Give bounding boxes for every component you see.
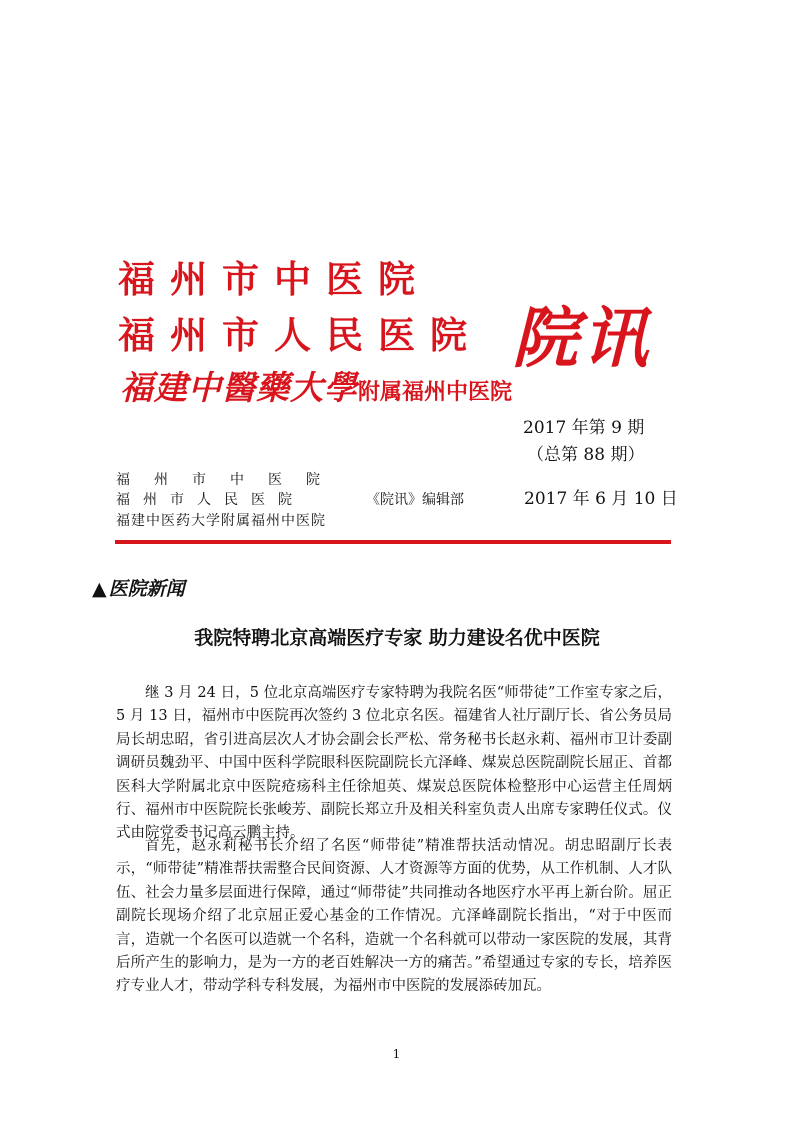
section-heading [92,576,185,602]
header-divider [115,540,671,544]
issue-date: 2017 年 6 月 10 日 [524,489,678,509]
masthead-university-calligraphy: 福建中醫藥大學 [120,368,358,407]
page-number: 1 [392,1047,401,1061]
masthead-hospital-3 [120,368,512,412]
unit-line-2: 福州市人民医院 [116,492,305,508]
issue-number: 2017 年第 9 期 [523,418,645,438]
section-label: 医院新闻 [108,578,185,600]
editorial-department: 《院讯》编辑部 [366,492,464,508]
article-paragraph-1: 继 3 月 24 日，5 位北京高端医疗专家特聘为我院名医“师带徒”工作室专家之后，5 月 13 日，福州市中医院再次签约 3 位北京名医。福建省人社厅副厅长、省公务员局局长胡忠昭，省引进高层次人才协会副会长严松、常务秘书长赵永莉、福州市卫计委副调研员魏劲平、中国中医科学院眼科医院副院长亢泽峰、煤炭总医院副院长屈正、首都医科大学附属北京中医院疮疡科主任徐旭英、煤炭总医院体检整形中心运营主任周炳行、福州市中医院院长张峻芳、副院长郑立升及相关科室负责人出席专家聘任仪式。仪式由院党委书记高云鹏主持。 [116,685,672,842]
masthead-hospital-1: 福州市中医院 [118,257,430,301]
masthead-affiliation: 附属福州中医院 [358,379,513,405]
publication-title: 院讯 [512,299,652,377]
masthead-hospital-2: 福州市人民医院 [118,313,482,357]
triangle-icon: ▲ [92,578,107,600]
issue-total: （总第 88 期） [527,445,645,465]
article-title: 我院特聘北京高端医疗专家 助力建设名优中医院 [194,627,600,649]
article-paragraph-2: 首先，赵永莉秘书长介绍了名医“师带徒”精准帮扶活动情况。胡忠昭副厅长表示，“师带徒”精准帮扶需整合民间资源、人才资源等方面的优势，从工作机制、人才队伍、社会力量多层面进行保障，通过“师带徒”共同推动各地医疗水平再上新台阶。屈正副院长现场介绍了北京屈正爱心基金的工作情况。亢泽峰副院长指出，“对于中医而言，造就一个名医可以造就一个名科，造就一个名科就可以带动一家医院的发展，其背后所产生的影响力，是为一方的老百姓解决一方的痛苦。”希望通过专家的专长，培养医疗专业人才，带动学科专科发展，为福州市中医院的发展添砖加瓦。 [116,838,672,995]
unit-line-1: 福州市中医院 [116,472,344,488]
unit-line-3: 福建中医药大学附属福州中医院 [116,513,326,529]
